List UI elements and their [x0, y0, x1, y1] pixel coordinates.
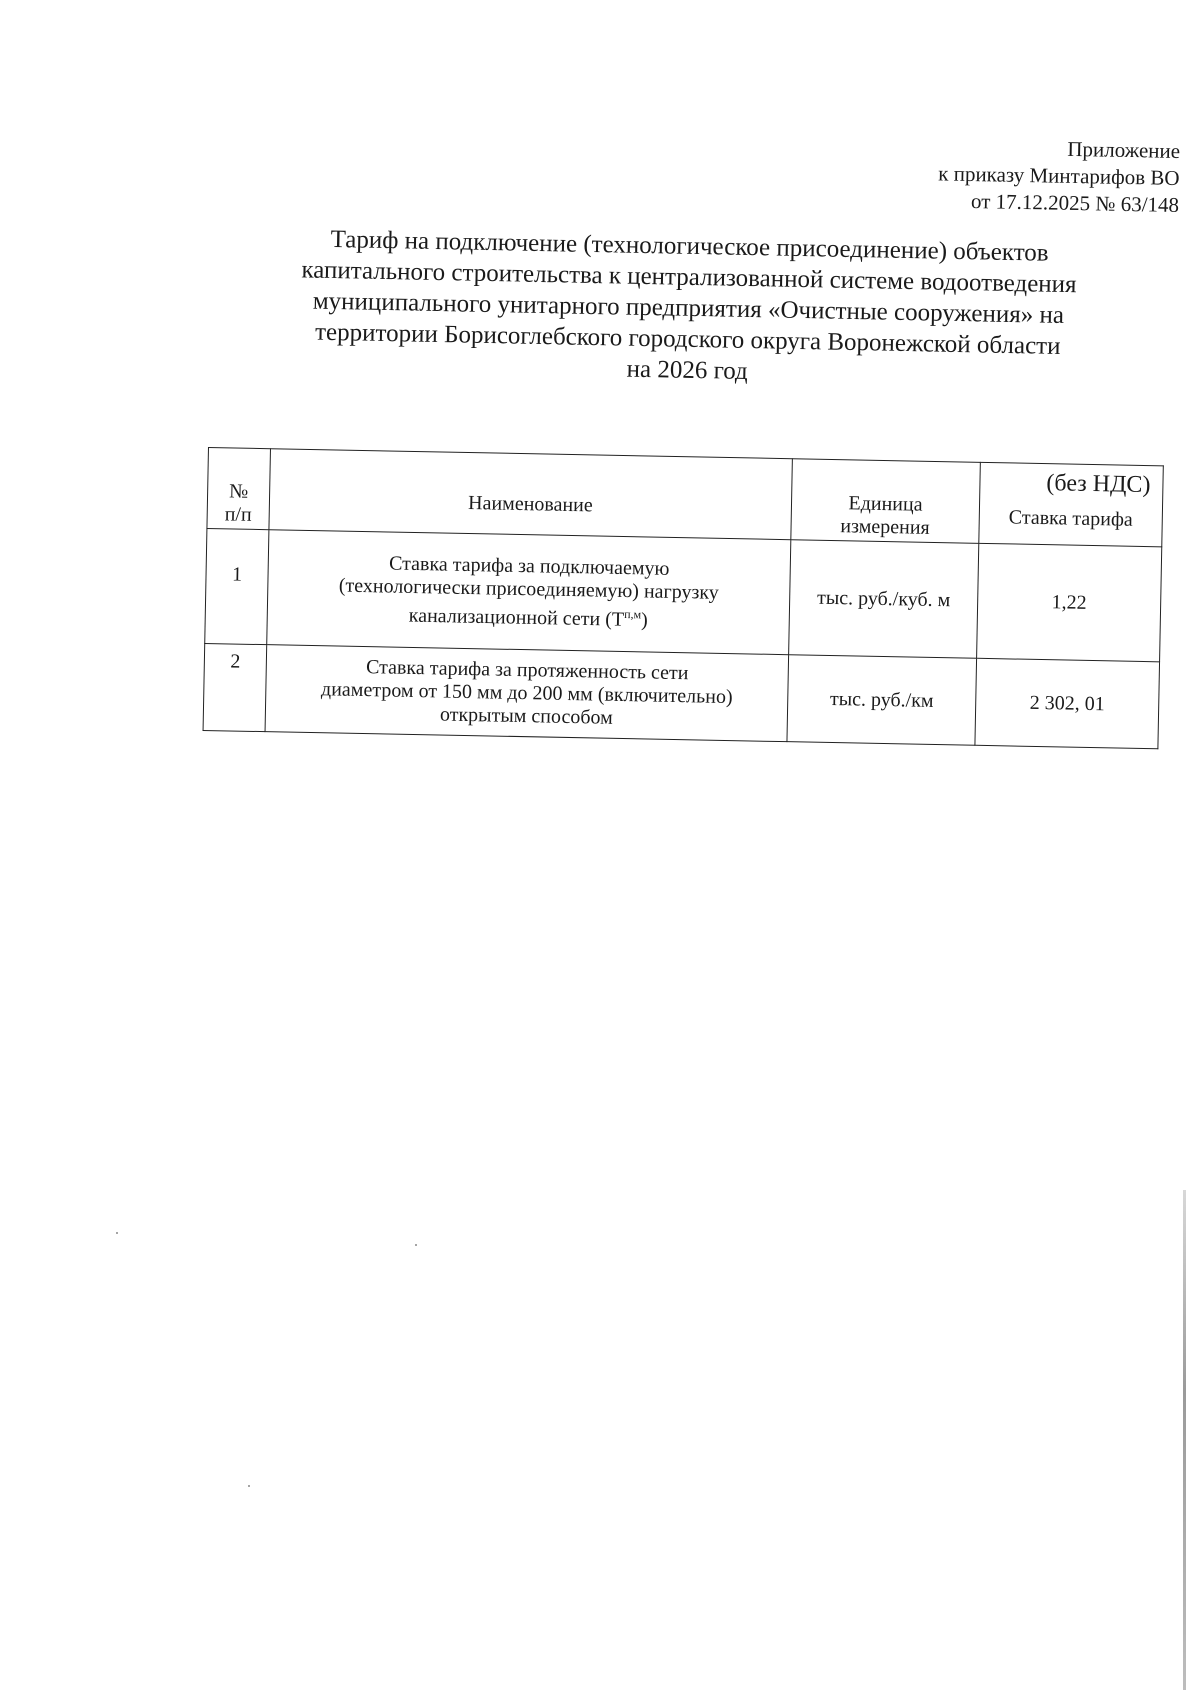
row-name — [265, 645, 789, 742]
tariff-table — [203, 447, 1164, 749]
row-name-line1: Ставка тарифа за протяженность сети — [365, 655, 689, 684]
row-rate: 2 302, 01 — [975, 658, 1160, 748]
scan-speck — [248, 1485, 250, 1487]
scan-speck — [116, 1232, 118, 1234]
row-rate: 1,22 — [977, 543, 1162, 661]
table-row — [205, 528, 1162, 661]
row-unit: тыс. руб./км — [787, 655, 977, 746]
title-line-5: на 2026 год — [626, 355, 749, 385]
title-line-3: муниципального унитарного предприятия «Очистные сооружения» на — [312, 287, 1065, 330]
row-name-tail: ) — [640, 608, 648, 631]
appendix-label: Приложение — [1066, 136, 1180, 163]
vat-note: (без НДС) — [1042, 469, 1155, 499]
header-unit — [791, 459, 981, 544]
tariff-table-container — [203, 447, 1163, 749]
scan-speck — [415, 1244, 417, 1246]
title-line-1: Тариф на подключение (технологическое присоединение) объектов — [330, 225, 1049, 267]
header-unit-line1: Единица — [848, 492, 923, 516]
row-name-superscript: п,м — [624, 606, 642, 622]
appendix-order-date: от 17.12.2025 № 63/148 — [970, 188, 1179, 217]
header-num-line1: № — [228, 480, 249, 503]
appendix-order-ref: к приказу Минтарифов ВО — [937, 161, 1180, 190]
header-name-label: Наименование — [467, 491, 593, 516]
row-name-line2: диаметром от 150 мм до 200 мм (включительно) — [320, 677, 733, 708]
header-unit-line2: измерения — [840, 515, 930, 539]
appendix-header — [937, 133, 1180, 219]
header-num — [207, 448, 271, 530]
title-line-2: капитального строительства к централизованной системе водоотведения — [301, 256, 1077, 299]
row-name-line3: открытым способом — [439, 703, 614, 729]
row-name-line1: Ставка тарифа за подключаемую — [388, 552, 670, 580]
row-name-line2: (технологически присоединяемую) нагрузку — [338, 574, 719, 604]
row-number: 2 — [203, 643, 267, 731]
title-line-4: территории Борисоглебского городского округа Воронежской области — [314, 318, 1061, 360]
document-title — [227, 222, 1150, 395]
row-name — [267, 530, 791, 655]
header-name — [269, 449, 792, 540]
scan-edge-shadow — [1183, 1190, 1186, 1690]
header-num-line2: п/п — [224, 503, 252, 526]
row-unit: тыс. руб./куб. м — [789, 540, 979, 659]
table-row — [203, 643, 1159, 748]
row-name-line3-text: канализационной сети (Т — [408, 604, 625, 631]
header-rate-label: Ставка тарифа — [1008, 506, 1134, 531]
row-number: 1 — [205, 528, 269, 644]
